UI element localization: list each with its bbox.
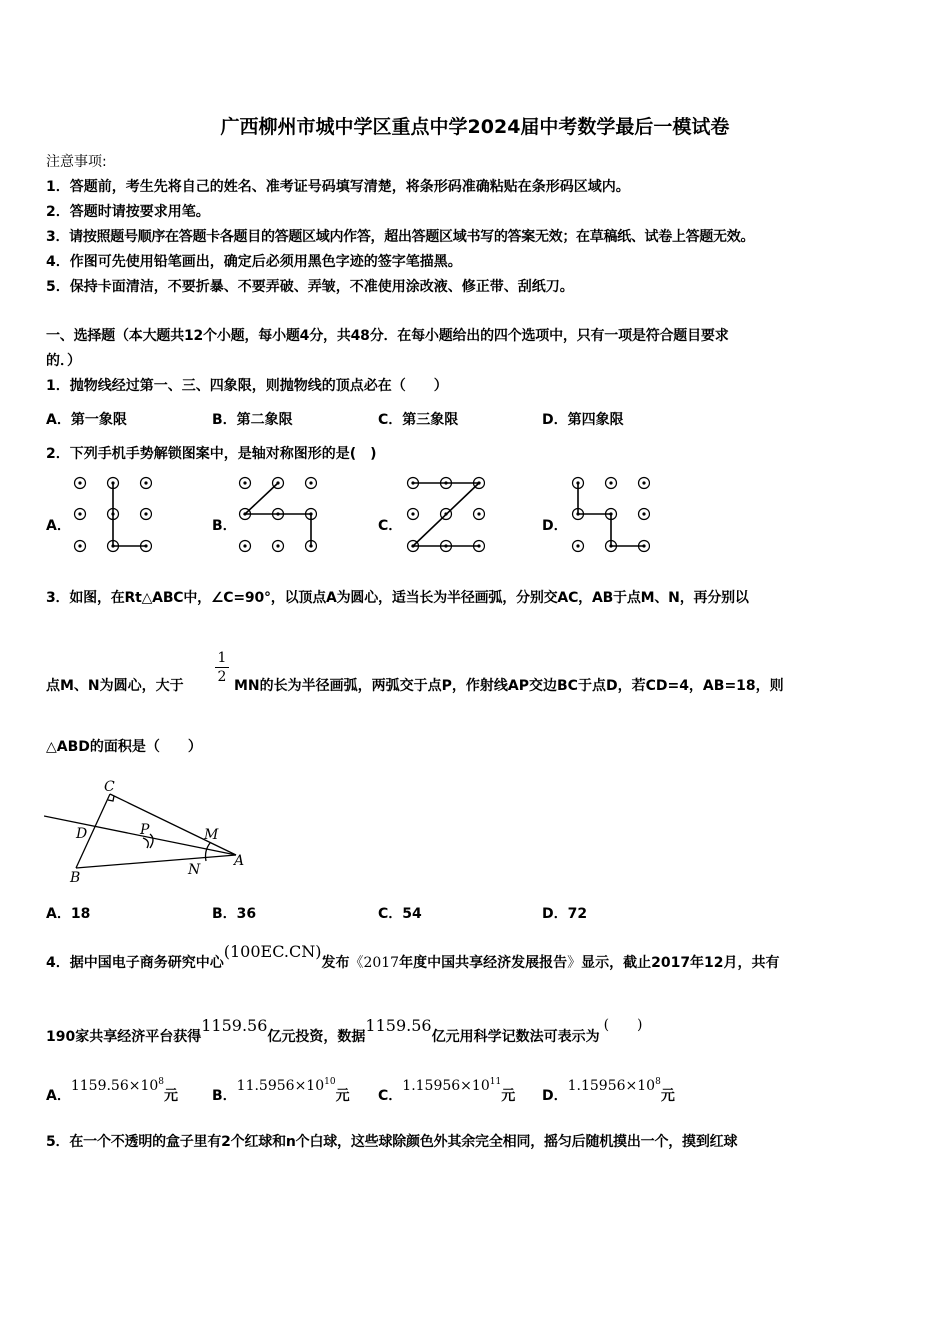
q4-answer-paren: ( ) <box>603 1017 643 1033</box>
q4-text: 190家共享经济平台获得 <box>46 1029 202 1045</box>
notice-item: 4．作图可先使用铅笔画出，确定后必须用黑色字迹的签字笔描黑。 <box>46 254 462 270</box>
q2-stem: 2．下列手机手势解锁图案中，是轴对称图形的是( ) <box>46 446 377 462</box>
page-title: 广西柳州市城中学区重点中学2024届中考数学最后一模试卷 <box>220 116 730 138</box>
q4-option-c <box>378 1077 516 1106</box>
q4-value: 1159.56 <box>365 1016 432 1035</box>
label-c: C <box>104 779 115 795</box>
q2-option-d: D． <box>542 518 568 534</box>
label-d: D <box>76 826 88 842</box>
q1-option-d: D．第四象限 <box>542 412 624 428</box>
q1-option-b: B．第二象限 <box>212 412 293 428</box>
notice-item: 3．请按照题号顺序在答题卡各题目的答题区域内作答，超出答题区域书写的答案无效；在草稿纸、试卷上答题无效。 <box>46 229 755 245</box>
option-value <box>71 1078 164 1094</box>
notice-heading: 注意事项: <box>46 154 107 170</box>
q3-option-b: B．36 <box>212 906 257 922</box>
exponent: 8 <box>158 1077 165 1087</box>
fraction-numerator: 1 <box>217 650 227 666</box>
fraction-denominator: 2 <box>217 669 227 685</box>
unit: 元 <box>164 1088 179 1104</box>
option-label: D． <box>542 1088 568 1104</box>
q3-option-a: A．18 <box>46 906 91 922</box>
q4-option-a <box>46 1077 179 1106</box>
mantissa: 1.15956×10 <box>567 1078 656 1094</box>
q4-stem-line1 <box>46 942 780 973</box>
mantissa: 1159.56×10 <box>70 1078 159 1094</box>
lock-pattern-b <box>235 474 317 556</box>
section-heading: 一、选择题（本大题共12个小题，每小题4分，共48分．在每小题给出的四个选项中，只有一项是符合题目要求 <box>46 328 729 344</box>
q3-option-d: D．72 <box>542 906 588 922</box>
mantissa: 1.15956×10 <box>402 1078 490 1094</box>
q4-text: 年度中国共享经济发展报告 <box>399 955 568 971</box>
option-value <box>402 1078 501 1094</box>
option-value <box>568 1078 661 1094</box>
option-label: A． <box>46 1088 71 1104</box>
q4-text: 发布 <box>321 955 350 971</box>
q5-stem: 5．在一个不透明的盒子里有2个红球和n个白球，这些球除颜色外其余完全相同，摇匀后随机摸出一个，摸到红球 <box>46 1134 738 1150</box>
notice-item: 5．保持卡面清洁，不要折暴、不要弄破、弄皱，不准使用涂改液、修正带、刮纸刀。 <box>46 279 574 295</box>
label-p: P <box>140 822 150 838</box>
q4-report-open: 《2017 <box>349 955 400 971</box>
option-label: C． <box>378 1088 403 1104</box>
q4-stem-line2 <box>46 1016 643 1047</box>
q3-stem-line3: △ABD的面积是（ ） <box>46 739 202 755</box>
section-heading-cont: 的．） <box>46 353 81 369</box>
q4-text: 4．据中国电子商务研究中心 <box>46 955 224 971</box>
q1-option-a: A．第一象限 <box>46 412 127 428</box>
notice-item: 1．答题前，考生先将自己的姓名、准考证号码填写清楚，将条形码准确粘贴在条形码区域内。 <box>46 179 630 195</box>
fraction-half <box>212 650 232 685</box>
notice-item: 2．答题时请按要求用笔。 <box>46 204 210 220</box>
exponent: 8 <box>655 1077 661 1087</box>
option-label: B． <box>212 1088 237 1104</box>
mantissa: 11.5956×10 <box>236 1078 325 1094</box>
q4-option-d <box>542 1077 675 1106</box>
q4-value: 1159.56 <box>201 1016 268 1035</box>
lock-pattern-c <box>403 474 485 556</box>
option-value <box>237 1078 336 1094</box>
q4-text: 亿元投资，数据 <box>267 1029 366 1045</box>
label-n: N <box>188 862 201 878</box>
q1-stem: 1．抛物线经过第一、三、四象限，则抛物线的顶点必在（ ） <box>46 378 448 394</box>
q2-option-a: A． <box>46 518 71 534</box>
label-b: B <box>70 870 81 886</box>
q2-option-c: C． <box>378 518 403 534</box>
q3-stem-line2a: 点M、N为圆心，大于 <box>46 678 184 694</box>
q4-option-b <box>212 1077 350 1106</box>
q4-text: 亿元用科学记数法可表示为 <box>431 1029 600 1045</box>
q3-stem-line1: 3．如图，在Rt△ABC中，∠C=90°，以顶点A为圆心，适当长为半径画弧，分别交AC，AB于点M、N，再分别以 <box>46 590 749 606</box>
q4-report-close: 》 <box>567 955 582 971</box>
exponent: 11 <box>489 1077 502 1087</box>
lock-pattern-d <box>568 474 650 556</box>
unit: 元 <box>335 1088 350 1104</box>
q3-option-c: C．54 <box>378 906 422 922</box>
q1-option-c: C．第三象限 <box>378 412 459 428</box>
exponent: 10 <box>324 1077 336 1087</box>
q4-source: (100EC.CN) <box>223 942 322 961</box>
lock-pattern-a <box>70 474 152 556</box>
unit: 元 <box>660 1088 675 1104</box>
q4-text: 显示，截止2017年12月，共有 <box>581 955 780 971</box>
label-m: M <box>204 827 219 843</box>
triangle-figure <box>44 776 248 886</box>
q3-stem-line2b: MN的长为半径画弧，两弧交于点P，作射线AP交边BC于点D，若CD=4，AB=18，则 <box>234 678 784 694</box>
unit: 元 <box>501 1088 516 1104</box>
label-a: A <box>234 853 245 869</box>
q2-option-b: B． <box>212 518 237 534</box>
